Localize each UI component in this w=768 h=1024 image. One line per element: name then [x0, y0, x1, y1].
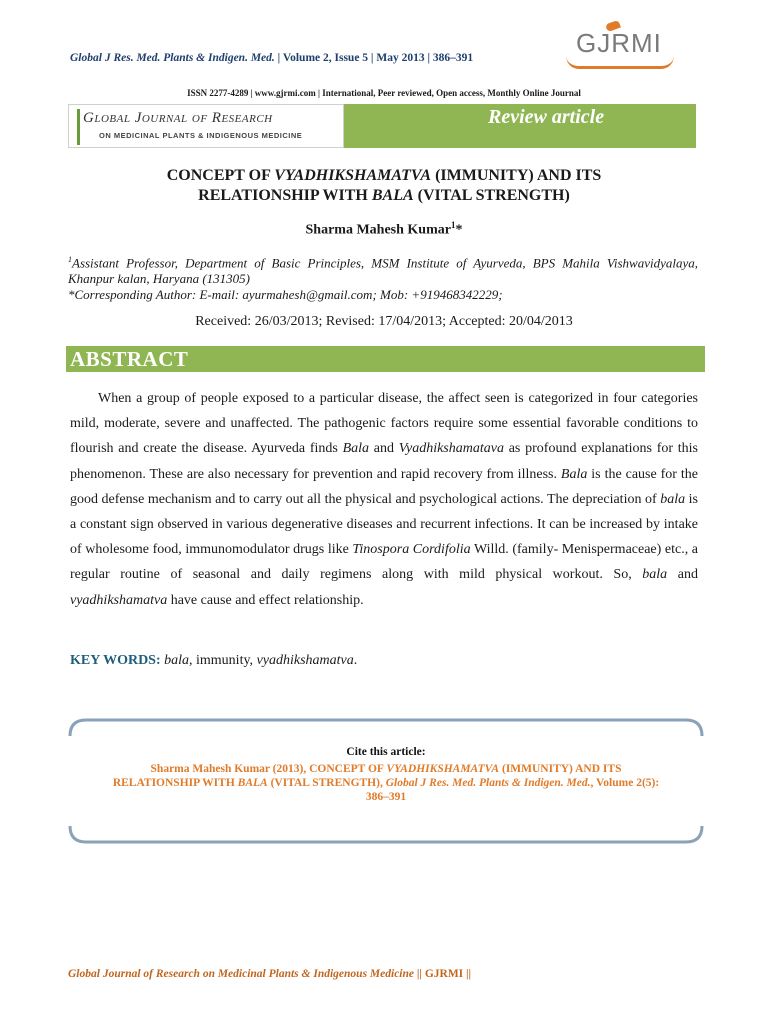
journal-name-box — [68, 104, 344, 148]
article-dates: Received: 26/03/2013; Revised: 17/04/2013; Accepted: 20/04/2013 — [195, 314, 573, 329]
issn-line: ISSN 2277-4289 | www.gjrmi.com | International, Peer reviewed, Open access, Monthly Online Journal — [187, 88, 581, 98]
journal-name-line1: Global Journal of Research — [83, 110, 273, 126]
text-run: bala — [660, 491, 686, 507]
journal-name-line2: ON MEDICINAL PLANTS & INDIGENOUS MEDICINE — [99, 131, 303, 140]
affiliation-text: Assistant Professor, Department of Basic Principles, MSM Institute of Ayurveda, BPS Mahila Vishwavidyalaya, Khanpur kalan, Haryana (131305) — [68, 255, 698, 287]
title-text: CONCEPT OF — [166, 167, 275, 184]
author-name — [0, 220, 768, 239]
gjrmi-logo — [566, 22, 676, 66]
journal-banner — [68, 104, 696, 148]
author-mark: * — [455, 222, 463, 238]
logo-text: GJRMI — [576, 28, 662, 58]
text-run: is a constant sign observed in various degenerative diseases and recurrent infections. It can be increased by intake of wholesome food, immunomodulator drugs like — [70, 491, 698, 558]
journal-citation-line — [70, 52, 473, 64]
journal-abbrev: Global J Res. Med. Plants & Indigen. Med. — [70, 52, 275, 64]
keywords — [70, 653, 357, 669]
cite-heading: Cite this article: — [346, 746, 426, 758]
volume-info: | Volume 2, Issue 5 | May 2013 | 386–391 — [274, 52, 474, 64]
author-text: Sharma Mahesh Kumar — [305, 222, 451, 238]
title-text-italic: VYADHIKSHAMATVA — [274, 167, 432, 184]
abstract-paragraph — [70, 386, 698, 613]
title-text: RELATIONSHIP WITH — [198, 187, 372, 204]
text-run: bala — [642, 567, 668, 583]
cite-box — [68, 716, 704, 846]
keyword-sep: , immunity, — [189, 653, 257, 668]
keyword-end: . — [353, 653, 358, 668]
abstract-body — [70, 386, 698, 613]
text-run: BALA — [237, 777, 268, 789]
title-text: (IMMUNITY) AND ITS — [431, 167, 602, 184]
text-run: is the cause for the good defense mechanism and to carry out all the physical and psychological actions. The depreciation of — [70, 466, 698, 507]
affiliation — [68, 252, 698, 303]
text-run: , Volume 2(5): 386–391 — [365, 777, 660, 803]
text-run: Sharma Mahesh Kumar (2013), CONCEPT OF — [150, 763, 387, 775]
text-run: Bala — [342, 441, 370, 457]
title-text-italic: BALA — [371, 187, 414, 204]
text-run: When a group of people exposed to a particular disease, the affect seen is categorized in four categories mild, moderate, severe and unaffected. The pathogenic factors require some essential favorable conditions to flourish and create the disease. Ayurveda finds — [70, 391, 698, 457]
keyword: bala — [164, 653, 190, 668]
text-run: Willd. (family- Menispermaceae) etc., a regular routine of seasonal and daily regimens along with mild physical workout. So, — [70, 542, 699, 583]
text-run: Bala — [560, 466, 588, 482]
abstract-heading-bar — [66, 346, 705, 372]
text-run: Vyadhikshamatava — [398, 441, 504, 457]
swoosh-icon — [566, 56, 674, 69]
banner-accent-bar — [77, 109, 80, 145]
corresponding-author: *Corresponding Author: E-mail: ayurmahesh@gmail.com; Mob: +919468342229; — [68, 287, 503, 303]
text-run: Global J Res. Med. Plants & Indigen. Med. — [385, 777, 591, 789]
article-title — [0, 166, 768, 206]
text-run: (IMMUNITY) AND ITS RELATIONSHIP WITH — [112, 763, 622, 789]
footer-journal-name: Global Journal of Research on Medicinal Plants & Indigenous Medicine — [68, 968, 414, 980]
text-run: vyadhikshamatva — [70, 592, 168, 608]
text-run: and — [667, 567, 698, 583]
text-run: have cause and effect relationship. — [167, 592, 364, 608]
keywords-label: KEY WORDS: — [70, 653, 161, 668]
text-run: VYADHIKSHAMATVA — [386, 763, 500, 775]
affil-sup: 1 — [68, 255, 72, 264]
footer-tail: || GJRMI || — [414, 968, 472, 980]
text-run: as profound explanations for this phenomenon. These are also necessary for prevention and rapid recovery from illness. — [70, 441, 698, 482]
text-run: and — [369, 441, 399, 457]
cite-text — [108, 762, 664, 804]
keyword: vyadhikshamatva — [256, 653, 354, 668]
text-run: Tinospora Cordifolia — [352, 542, 471, 558]
text-run: (VITAL STRENGTH), — [267, 777, 386, 789]
page-footer — [68, 968, 471, 980]
title-text: (VITAL STRENGTH) — [413, 187, 570, 204]
abstract-heading: ABSTRACT — [70, 347, 189, 371]
article-type: Review article — [488, 106, 605, 128]
author-sup: 1 — [450, 220, 456, 230]
